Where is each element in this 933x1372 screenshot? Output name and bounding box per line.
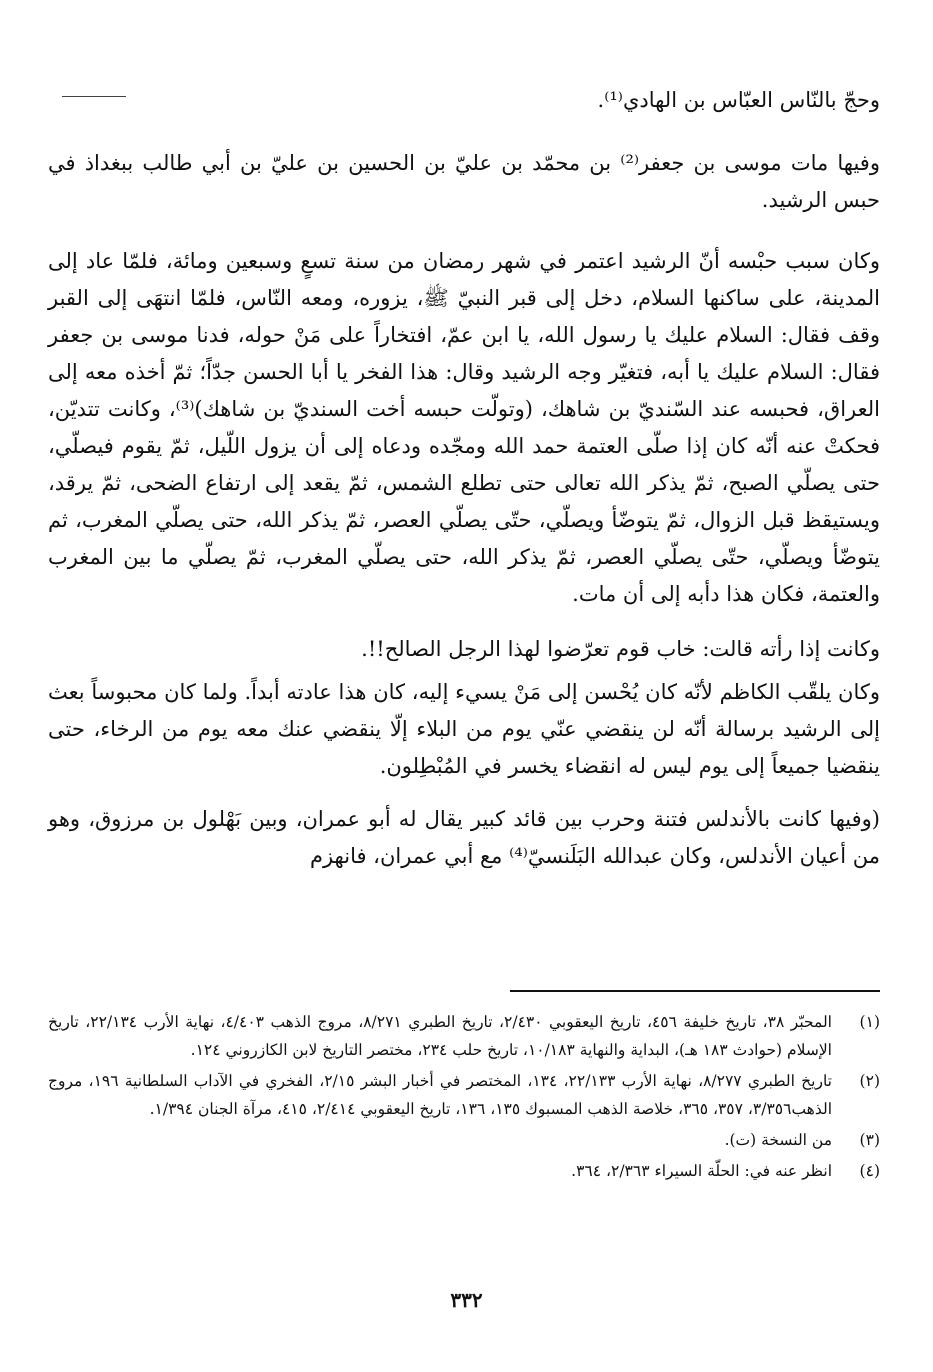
footnote-4 <box>48 1157 880 1185</box>
footnote-number: (٤) <box>859 1162 880 1180</box>
footnote-number: (١) <box>859 1013 880 1031</box>
page-number: ٣٣٢ <box>450 1288 483 1312</box>
footnote-text: من النسخة (ت). <box>724 1131 832 1149</box>
paragraph-saying: وكانت إذا رأته قالت: خاب قوم تعرّضوا لهذا الرجل الصالح!!. <box>361 637 880 661</box>
footnote-text: انظر عنه في: الحلّة السيراء ٢/٣٦٣، ٣٦٤. <box>571 1162 832 1180</box>
footnotes <box>48 1008 880 1188</box>
paragraph-imprisonment: وكان سبب حبْسه أنّ الرشيد اعتمر في شهر رمضان من سنة تسعٍ وسبعين ومائة، فلمّا عاد إلى المدينة، على ساكنها السلام، دخل إلى قبر النبيّ ﷺ، يزوره، ومعه النّاس، فلمّا انتهَى إلى القبر وقف فقال: السلام عليك يا رسول الله، يا ابن عمّ، افتخاراً على مَنْ حوله، فدنا موسى بن جعفر فقال: السلام عليك يا أبه، فتغيّر وجه الرشيد وقال: هذا الفخر يا أبا الحسن جدّاً؛ ثمّ أخذه معه إلى العراق، فحبسه عند السّنديّ بن شاهك، (وتولّت حبسه أخت السنديّ بن شاهك)⁽³⁾، وكانت تتديّن، فحكتْ عنه أنّه كان إذا صلّى العتمة حمد الله ومجّده ودعاه إلى أن يزول اللّيل، ثمّ يقوم فيصلّي، حتى يصلّي الصبح، ثمّ يذكر الله تعالى حتى تطلع الشمس، ثمّ يقعد إلى ارتفاع الضحى، ثمّ يرقد، ويستيقظ قبل الزوال، ثمّ يتوضّأ ويصلّي، حتّى يصلّي العصر، ثمّ يذكر الله، حتى يصلّي المغرب، ثم يتوضّأ ويصلّي، حتّى يصلّي العصر، ثمّ يذكر الله، حتى يصلّي المغرب، ثمّ يصلّي ما بين المغرب والعتمة، فكان هذا دأبه إلى أن مات. <box>48 249 880 606</box>
footnote-separator <box>510 990 880 992</box>
paragraph-andalus: (وفيها كانت بالأندلس فتنة وحرب بين قائد كبير يقال له أبو عمران، وبين بَهْلول بن مرزوق، وهو من أعيان الأندلس، وكان عبدالله البَلَنسيّ⁽⁴⁾ مع أبي عمران، فانهزم <box>48 807 880 868</box>
footnote-2 <box>48 1067 880 1123</box>
paragraph-kazim: وكان يلقّب الكاظم لأنّه كان يُحْسن إلى مَنْ يسيء إليه، كان هذا عادته أبداً. ولما كان محبوساً بعث إلى الرشيد برسالة أنّه لن ينقضي عنّي يوم من البلاء إلّا ينقضي عنك معه يوم من الرخاء، حتى ينقضيا جميعاً إلى يوم ليس له انقضاء يخسر في المُبْطِلون. <box>48 680 881 778</box>
paragraph-death-musa: وفيها مات موسى بن جعفر⁽²⁾ بن محمّد بن عليّ بن الحسين بن عليّ بن أبي طالب ببغداذ في حبس الرشيد. <box>48 151 880 212</box>
footnote-3 <box>48 1126 880 1154</box>
footnote-number: (٣) <box>859 1131 880 1149</box>
footnote-text: تاريخ الطبري ٨/٢٧٧، نهاية الأرب ٢٢/١٣٣، ١٣٤، المختصر في أخبار البشر ٢/١٥، الفخري في الآداب السلطانية ١٩٦، مروج الذهب٣/٣٥٦، ٣٥٧، ٣٦٥، خلاصة الذهب المسبوك ١٣٥، ١٣٦، تاريخ اليعقوبي ٢/٤١٤، ٤١٥، مرآة الجنان ١/٣٩٤. <box>48 1072 833 1118</box>
footnote-text: المحبّر ٣٨، تاريخ خليفة ٤٥٦، تاريخ اليعقوبي ٢/٤٣٠، تاريخ الطبري ٨/٢٧١، مروج الذهب ٤/٤٠٣، نهاية الأرب ٢٢/١٣٤، تاريخ الإسلام (حوادث ١٨٣ هـ)، البداية والنهاية ١٠/١٨٣، تاريخ حلب ٢٣٤، مختصر التاريخ لابن الكازروني ١٢٤. <box>48 1013 832 1059</box>
main-text <box>48 80 880 875</box>
footnote-1 <box>48 1008 880 1064</box>
footnote-number: (٢) <box>859 1072 880 1090</box>
paragraph-pilgrimage: وحجّ بالنّاس العبّاس بن الهادي⁽¹⁾. <box>597 88 880 112</box>
